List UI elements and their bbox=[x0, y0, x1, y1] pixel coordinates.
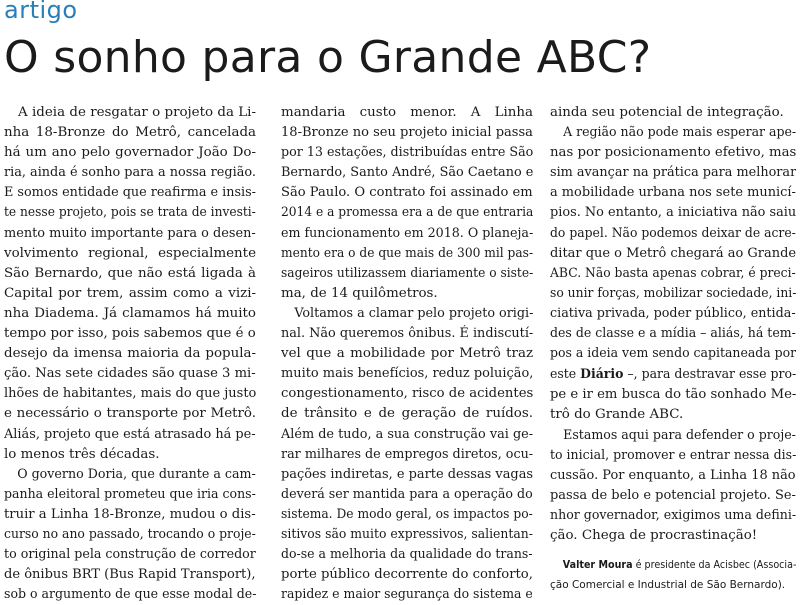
text-line: Capital por trem, assim como a vizi- bbox=[4, 285, 256, 301]
text-line: to original pela construção de corredor bbox=[4, 547, 256, 563]
text-line: há um ano pelo governador João Do- bbox=[4, 145, 256, 161]
spacer bbox=[550, 546, 796, 555]
text-line: deverá ser mantida para a operação do bbox=[281, 486, 533, 502]
text-line: te nesse projeto, pois se trata de investi- bbox=[4, 205, 256, 221]
text-line: mento era o de que mais de 300 mil pas- bbox=[281, 245, 533, 261]
author-bio: é presidente da Acisbec (Associa- bbox=[632, 559, 796, 572]
text-line: nal. Não queremos ônibus. É indiscutí- bbox=[281, 326, 533, 342]
text-line: muito mais benefícios, reduz poluição, bbox=[281, 366, 533, 382]
text-line: e necessário o transporte por Metrô. bbox=[4, 406, 256, 422]
text-line: panha eleitoral prometeu que iria cons- bbox=[4, 486, 256, 502]
text-line: rapidez e maior segurança do sistema e bbox=[281, 587, 533, 603]
newspaper-name: Diário bbox=[580, 366, 624, 383]
text-line: nha 18-Bronze do Metrô, cancelada bbox=[4, 125, 256, 141]
text-line: de trânsito e de geração de ruídos. bbox=[281, 406, 533, 422]
text-line: do-se a melhoria da qualidade do trans- bbox=[281, 547, 533, 563]
author-bio-line: ção Comercial e Industrial de São Bernardo). bbox=[550, 579, 786, 592]
text-line: porte público decorrente do conforto, bbox=[281, 567, 533, 583]
text-line: nha Diadema. Já clamamos há muito bbox=[4, 305, 256, 321]
text-line: passa de belo e potencial projeto. Se- bbox=[550, 487, 796, 503]
text-line: mandaria custo menor. A Linha bbox=[281, 105, 533, 120]
text-line: nas por posicionamento efetivo, mas bbox=[550, 145, 796, 161]
article-body bbox=[4, 103, 796, 603]
text-line: desejo da imensa maioria da popula- bbox=[4, 346, 256, 362]
column-2 bbox=[281, 103, 533, 605]
text-line: trô do Grande ABC. bbox=[550, 407, 684, 423]
article-headline: O sonho para o Grande ABC? bbox=[4, 32, 652, 83]
text-line-with-bold bbox=[550, 364, 796, 385]
text-line: so unir forças, mobilizar sociedade, ini- bbox=[550, 285, 796, 301]
text-line: ção. Chega de procrastinação! bbox=[550, 527, 758, 543]
text-line: mento muito importante para o desen- bbox=[4, 225, 256, 241]
text-fragment: –, para destravar esse pro- bbox=[623, 367, 796, 383]
text-line: em funcionamento em 2018. O planeja- bbox=[281, 225, 533, 241]
text-line: São Bernardo, que não está ligada à bbox=[4, 265, 256, 281]
column-1 bbox=[4, 103, 256, 605]
text-line: congestionamento, risco de acidentes bbox=[281, 386, 533, 402]
text-line: pações indiretas, e parte dessas vagas bbox=[281, 466, 533, 482]
text-line: ria, ainda é sonho para a nossa região. bbox=[4, 165, 256, 181]
text-line: O governo Doria, que durante a cam- bbox=[17, 466, 256, 482]
text-line: ma, de 14 quilômetros. bbox=[281, 285, 438, 301]
text-line: sob o argumento de que esse modal de- bbox=[4, 587, 256, 603]
text-line: cussão. Por enquanto, a Linha 18 não bbox=[550, 467, 796, 483]
author-name: Valter Moura bbox=[562, 559, 633, 572]
text-line: des de classe e a mídia – aliás, há tem- bbox=[550, 326, 796, 342]
text-line: sageiros utilizassem diariamente o siste- bbox=[281, 265, 533, 281]
text-line: A região não pode mais esperar ape- bbox=[563, 125, 796, 141]
text-line: Voltamos a clamar pelo projeto origi- bbox=[294, 305, 533, 321]
text-line: a mobilidade urbana nos sete municí- bbox=[550, 185, 796, 201]
text-line: sitivos são muito expressivos, salientan- bbox=[281, 526, 533, 542]
text-line: sistema. De modo geral, os impactos po- bbox=[281, 506, 533, 522]
text-line: to inicial, promover e entrar nessa dis- bbox=[550, 447, 796, 463]
text-line: 18-Bronze no seu projeto inicial passa bbox=[281, 125, 533, 141]
text-line: do papel. Não podemos deixar de acre- bbox=[550, 225, 796, 241]
text-line: 2014 e a promessa era a de que entraria bbox=[281, 205, 533, 221]
text-fragment: este bbox=[550, 367, 581, 383]
text-line: Além de tudo, a sua construção vai ge- bbox=[281, 426, 533, 442]
text-line: E somos entidade que reafirma e insis- bbox=[4, 185, 256, 201]
text-line: volvimento regional, especialmente bbox=[4, 245, 256, 261]
text-line: rar milhares de empregos diretos, ocu- bbox=[281, 446, 533, 462]
text-line: A ideia de resgatar o projeto da Li- bbox=[18, 105, 256, 120]
text-line: ainda seu potencial de integração. bbox=[550, 105, 784, 120]
text-line: por 13 estações, distribuídas entre São bbox=[281, 145, 533, 161]
text-line: curso no ano passado, trocando o proje- bbox=[4, 526, 256, 542]
text-line: vel que a mobilidade por Metrô traz bbox=[281, 346, 533, 362]
text-line: Aliás, projeto que está atrasado há pe- bbox=[4, 426, 256, 442]
text-line: ABC. Não basta apenas cobrar, é preci- bbox=[550, 265, 796, 281]
author-line bbox=[550, 555, 796, 575]
text-line: São Paulo. O contrato foi assinado em bbox=[281, 185, 533, 201]
text-line: pos a ideia vem sendo capitaneada por bbox=[550, 346, 796, 362]
column-3 bbox=[550, 103, 796, 595]
section-label: artigo bbox=[4, 0, 78, 24]
text-line: truir a Linha 18-Bronze, mudou o dis- bbox=[4, 506, 256, 522]
text-line: ciativa privada, poder público, entida- bbox=[550, 305, 796, 321]
text-line: lhões de habitantes, mais do que justo bbox=[4, 386, 256, 402]
text-line: nhor governador, exigimos uma defini- bbox=[550, 507, 796, 523]
text-line: tempo por isso, pois sabemos que é o bbox=[4, 326, 256, 342]
text-line: lo menos três décadas. bbox=[4, 446, 160, 462]
text-line: pe e ir em busca do tão sonhado Me- bbox=[550, 387, 796, 403]
text-line: Bernardo, Santo André, São Caetano e bbox=[281, 165, 533, 181]
text-line: pios. No entanto, a iniciativa não saiu bbox=[550, 205, 796, 221]
text-line: sim avançar na prática para melhorar bbox=[550, 165, 796, 181]
text-line: ção. Nas sete cidades são quase 3 mi- bbox=[4, 366, 256, 382]
text-line: ditar que o Metrô chegará ao Grande bbox=[550, 245, 796, 261]
text-line: de ônibus BRT (Bus Rapid Transport), bbox=[4, 567, 256, 583]
text-line: Estamos aqui para defender o proje- bbox=[563, 427, 796, 443]
